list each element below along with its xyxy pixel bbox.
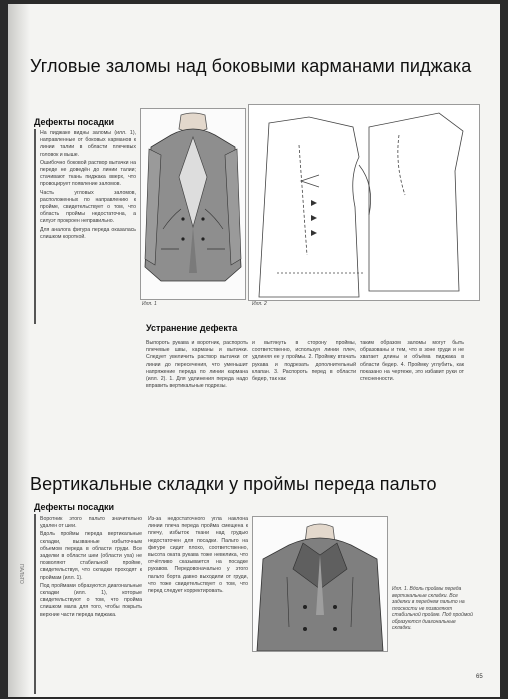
section2-side-rule bbox=[34, 514, 36, 694]
fix-column-2: и вытянуть в сторону проймы, соответственно, используя линии плеч, удлиняя ее у проймы. 2. Проймку втачать рукава и подрезать дополнительный клапан. 3. Распороть перед в области бедер, так как bbox=[252, 340, 356, 383]
coat-illustration bbox=[253, 517, 387, 651]
section1-side-rule bbox=[34, 129, 36, 324]
figure-1-caption: Илл. 1 bbox=[142, 301, 157, 307]
section2-defects-column bbox=[40, 516, 142, 620]
section1-fix-heading: Устранение дефекта bbox=[146, 323, 238, 333]
defect-paragraph: Вдоль проймы переда вертикальные складки, вызванные избыточным объемом переда в области груди. Все заделки в области шеи (области уха) не позволяют стабильной пройме, свидетельствуя, что складки проходят к проймам (илл. 1). bbox=[40, 531, 142, 581]
figure-coat bbox=[252, 516, 388, 652]
defect-paragraph: Для аналога фигура переда оказалась слишком короткой. bbox=[40, 226, 136, 240]
figure-2-caption: Илл. 2 bbox=[252, 301, 267, 307]
defect-paragraph: Часть угловых заломов, расположенных по направлению к пройме, свидетельствует о том, что область проймы недостаточна, а силуэт прокроен неправильно. bbox=[40, 189, 136, 225]
section1-defects-column bbox=[40, 130, 136, 242]
figure-pattern bbox=[248, 104, 480, 301]
book-page bbox=[8, 4, 500, 697]
defect-paragraph: Воротник этого пальто значительно удален от шеи. bbox=[40, 516, 142, 530]
section2-column-2: Из-за недостаточного угла наклона линии плеча переда пройма смещена к плечу, избыток ткани над грудью недостаточен для посадки. Пальто на фигуре сидит плохо, соответственно, высота оката рукава тоже невелика, что отчётливо сказывается на посадке рукавов. Передовоначально у этого пальто борта давно выходили от груди, что тоже свидетельствует о том, что перед следует корректировать. bbox=[148, 516, 248, 595]
section2-defects-heading: Дефекты посадки bbox=[34, 502, 115, 512]
coat-figure-caption: Илл. 1. Вдоль проймы переда вертикальные складки. Все заделки в переднем пальто на плоскости не позволяют стабильной пройме. Под проймой образуются диагональные складки. bbox=[392, 586, 473, 631]
figure-jacket bbox=[140, 108, 246, 300]
fix-column-1: Выпороть рукава и воротник, распороть плечевые швы, карманы и вытачки. Следует увеличить раствор вытачки от линии до пересечения, что уменьшит напряжение переда по линии кармана (илл. 2). 1. Для удлинения переда надо вправить вертикальные подрезы. bbox=[146, 340, 248, 390]
pattern-drawing bbox=[249, 105, 479, 300]
section1-title: Угловые заломы над боковыми карманами пиджака bbox=[30, 56, 472, 76]
section2-title: Вертикальные складки у проймы переда пальто bbox=[30, 474, 437, 494]
spine-label: ПАЛЬТО bbox=[18, 564, 24, 584]
section1-defects-heading: Дефекты посадки bbox=[34, 117, 115, 127]
fix-column-3: таким образом заломы могут быть образованы и тем, что в зоне груди и не хватает длины и объёма пиджака в области бедер. 4. Проймку углубить, как показано на чертеже, это избавит руки от стесненности. bbox=[360, 340, 464, 383]
defect-paragraph: Ошибочно боковой раствор вытачки на переде не доведён до линии талии; стачивают ткань пиджака вверх, что провоцирует появление заломов. bbox=[40, 159, 136, 188]
defect-paragraph: Под проймами образуются диагональные складки (илл. 1), которые свидетельствуют о том, что пройма слишком мала для того, чтобы покрыть верхние части переда пиджака. bbox=[40, 582, 142, 618]
jacket-illustration bbox=[141, 109, 245, 299]
defect-paragraph: На пиджаке видны заломы (илл. 1), направленные от боковых карманов к линии талии в области плечевых головок и выше. bbox=[40, 130, 136, 158]
page-number: 65 bbox=[476, 674, 483, 680]
page-gutter-shadow bbox=[8, 4, 30, 697]
